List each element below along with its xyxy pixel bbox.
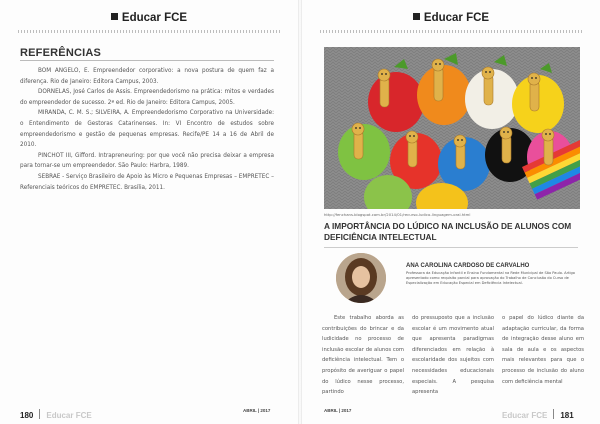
left-footer: [20, 405, 92, 423]
references-title: REFERÊNCIAS: [20, 47, 102, 59]
article-title: A IMPORTÂNCIA DO LÚDICO NA INCLUSÃO DE ALUNOS COM DEFICIÊNCIA INTELECTUAL: [324, 221, 572, 242]
left-page-number: 180: [20, 411, 34, 420]
left-header: [0, 12, 298, 24]
article-column: [502, 313, 584, 398]
right-header-rule: [320, 30, 582, 33]
right-footer-publication: Educar FCE: [502, 411, 548, 420]
reference-item: MIRANDA, C. M. S.; SILVEIRA, A. Empreendedorismo Corporativo na Universidade: o Entendimento de Gestoras Catarinenses. In: VI Encontro de estudos sobre empreendedorismo e gestão de pequenas empresas. Recife/PE 14 a 16 de Abril de 2010.: [20, 110, 274, 149]
right-footer-date: ABRIL | 2017: [324, 408, 352, 413]
article-column: [322, 313, 404, 398]
left-footer-publication: Educar FCE: [46, 411, 92, 420]
author-portrait-icon: [336, 253, 386, 303]
reference-item: SEBRAE - Serviço Brasileiro de Apoio às Micro e Pequenas Empresas – EMPRETEC – Referenciais teóricos do EMPRETEC. Brasília, 2011.: [20, 173, 274, 191]
left-page: [0, 0, 298, 424]
image-credit: http://fenchans.blogspot.com.br/2014/01/recurso-ludico-linguagem-oral.html: [324, 212, 471, 217]
square-bullet-icon: [111, 13, 118, 20]
article-photo: [324, 47, 580, 209]
left-header-rule: [18, 30, 280, 33]
right-footer: [502, 405, 574, 423]
reference-item: DORNELAS, José Carlos de Assis. Empreendedorismo na prática: mitos e verdades do empreendedor de sucesso. 2ª ed. Rio de Janeiro: Editora Campus, 2005.: [20, 89, 274, 106]
references-list: [20, 66, 274, 193]
article-paragraph: o papel do lúdico diante da adaptação curricular, da forma de integração desse aluno em sala de aula e os aspectos mais relevantes para que o processo de inclusão do aluno com deficiência mental: [502, 315, 584, 385]
author-avatar: [336, 253, 386, 303]
author-name: ANA CAROLINA CARDOSO DE CARVALHO: [406, 263, 530, 269]
article-column: [412, 313, 494, 398]
right-page-number: 181: [560, 411, 574, 420]
title-rule: [324, 247, 578, 248]
article-paragraph: Este trabalho aborda as contribuições do brincar e da ludicidade no processo de inclusão escolar de alunos com deficiência intelectual. Tem o propósito de averiguar o papel do lúdico nesse processo, partindo: [322, 315, 404, 396]
article-columns: [322, 313, 584, 398]
right-header-title: Educar FCE: [423, 12, 490, 24]
right-header: [302, 12, 600, 24]
felt-apples-worms-illustration: [324, 47, 580, 209]
footer-divider: [39, 409, 40, 419]
right-page: [302, 0, 600, 424]
references-rule: [20, 60, 274, 61]
article-paragraph: do pressuposto que a inclusão escolar é um movimento atual que apresenta paradigmas diferenciados em relação à escolaridade dos sujeitos com necessidades educacionais especiais. A pesquisa apresenta: [412, 315, 494, 396]
reference-item: BOM ANGELO, E. Empreendedor corporativo: a nova postura de quem faz a diferença. Rio de Janeiro: Editora Campus, 2003.: [20, 68, 274, 85]
footer-divider: [553, 409, 554, 419]
reference-item: PINCHOT III, Gifford. Intrapreneuring: por que você não precisa deixar a empresa para tornar-se um empreendedor. São Paulo: Harbra, 1989.: [20, 152, 274, 170]
square-bullet-icon: [413, 13, 420, 20]
left-header-title: Educar FCE: [121, 12, 188, 24]
left-footer-date: ABRIL | 2017: [243, 408, 271, 413]
author-bio: Professora da Educação Infantil e Ensino Fundamental na Rede Municipal de São Paulo. Artigo apresentado como requisito parcial para aprovação do Trabalho de Conclusão do Curso de Especialização em Educação Especial em Deficiência Intelectual.: [406, 271, 576, 285]
